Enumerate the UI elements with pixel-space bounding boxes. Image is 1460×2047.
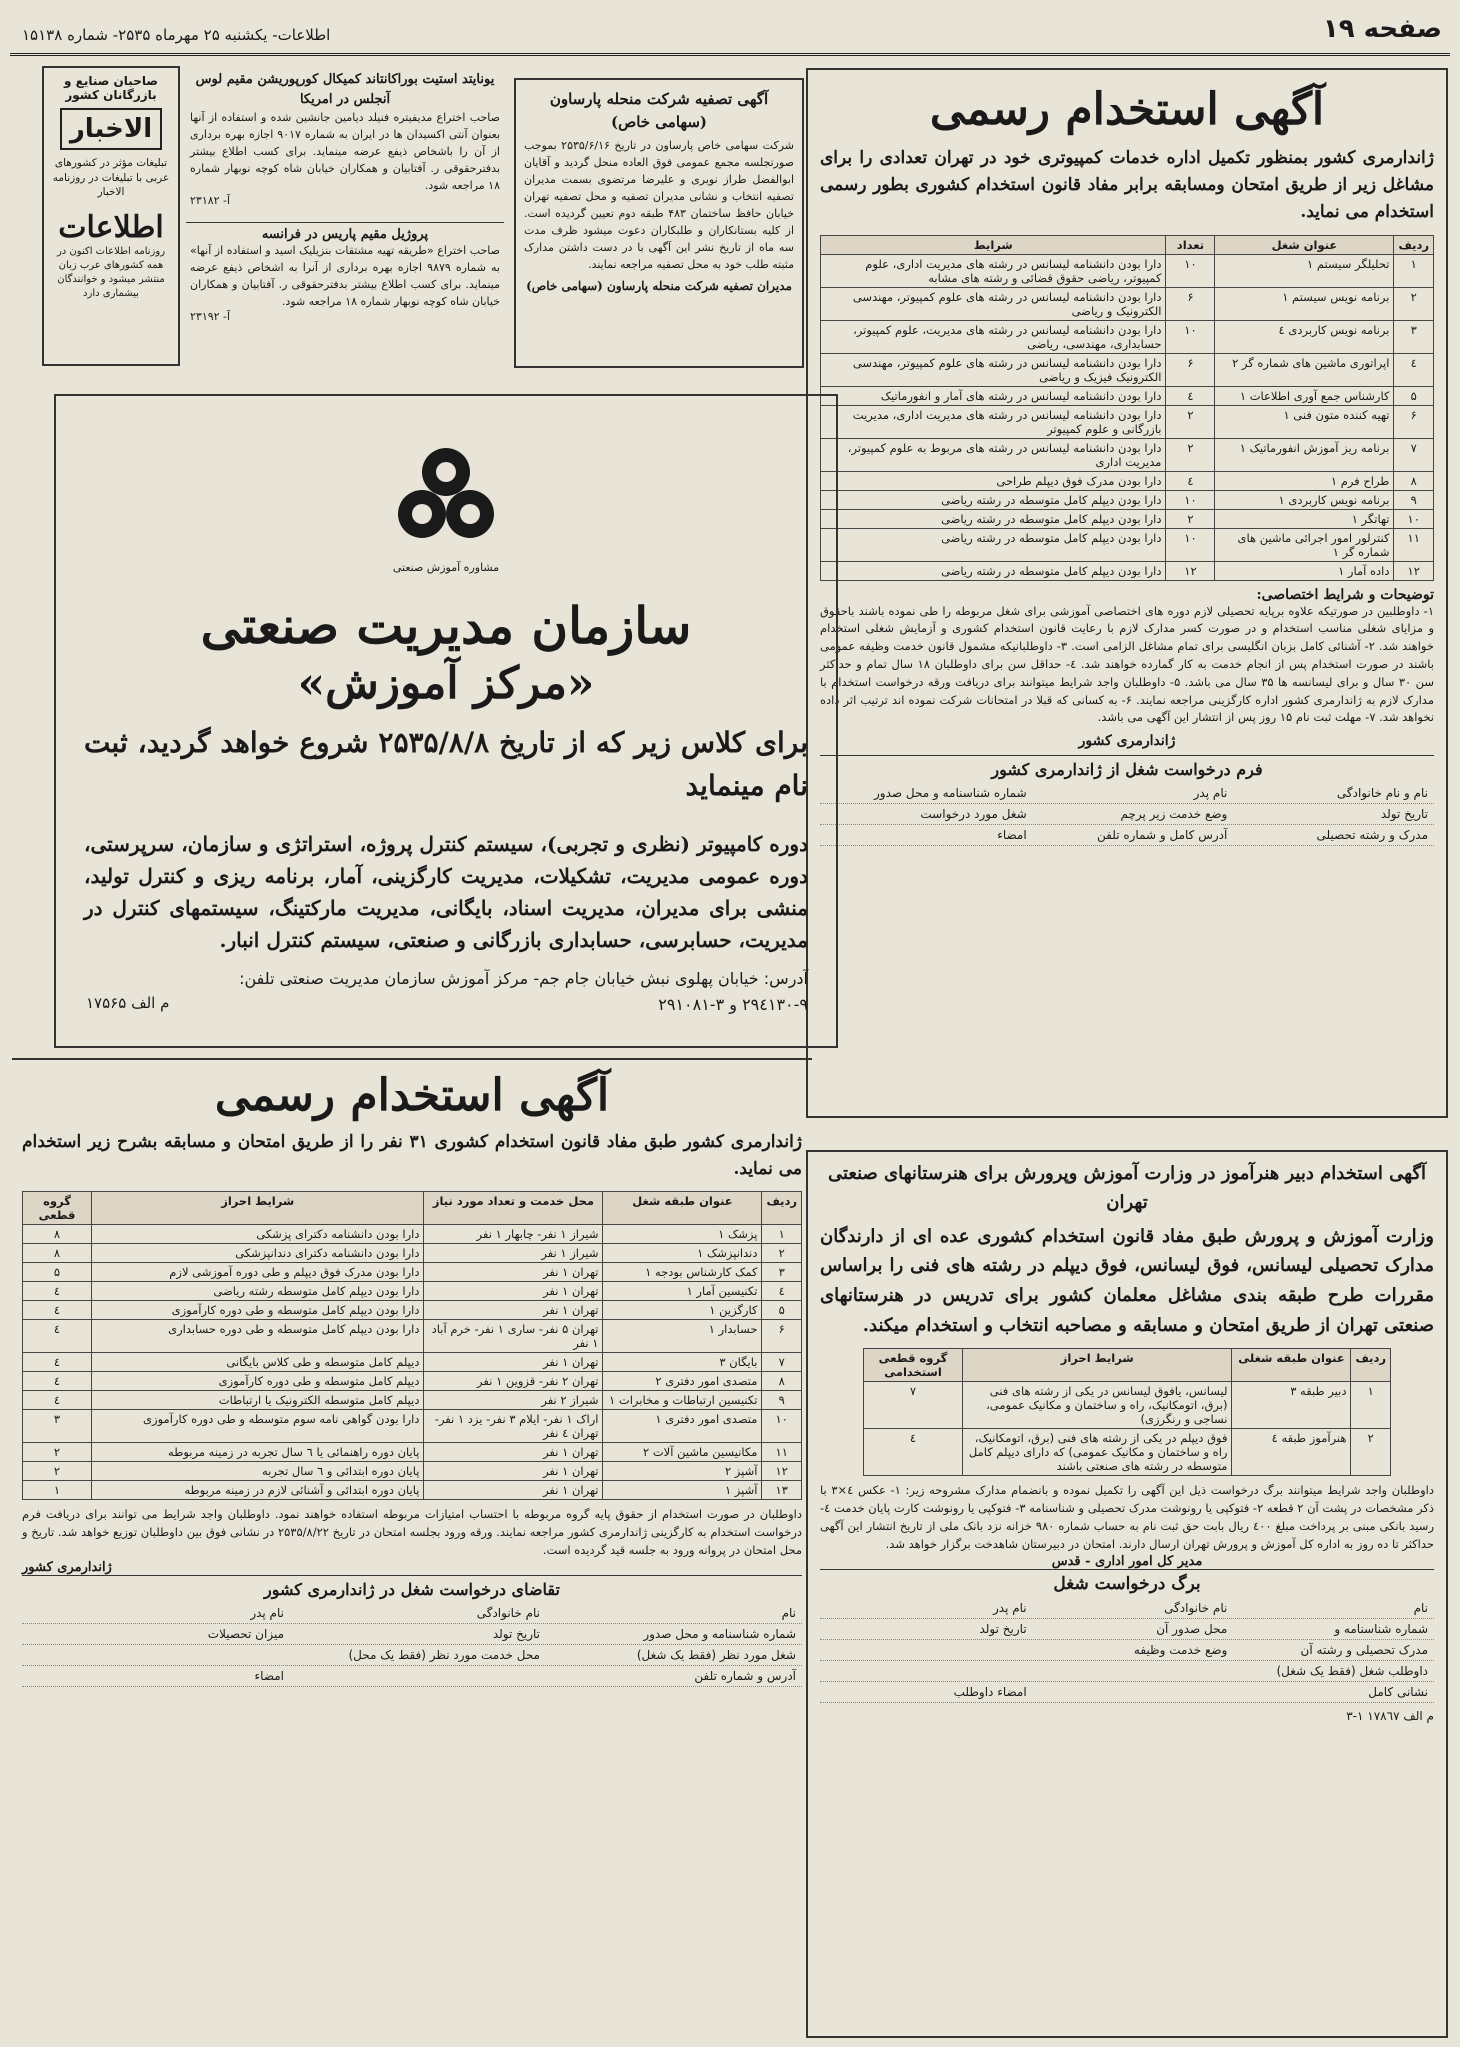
ad7-th-group: گروه قطعی استخدامی bbox=[863, 1349, 962, 1382]
table-cell: ٤ bbox=[1166, 386, 1215, 405]
table-cell: پایان دوره ابتدائی و ٦ سال تجربه bbox=[92, 1462, 424, 1481]
ad5-courses: دوره کامپیوتر (نظری و تجربی)، سیستم کنترل پروژه، استراتژی و سازمان، سرپرستی، دوره عمومی مدیریت، تشکیلات، مدیریت کارگزینی، آمار، برنامه ریزی و کنترل تولید، منشی برای مدیران، مدیریت اسناد، بایگانی، مدیریت مارکتینگ، سیستمهای کنترل در مدیریت، حسابرسی، حسابداری بازرگانی و صنعتی، سیستم کنترل انبار. bbox=[84, 832, 809, 952]
table-cell: ۵ bbox=[1394, 386, 1434, 405]
table-cell: ۲ bbox=[762, 1244, 802, 1263]
table-row bbox=[23, 1282, 802, 1301]
table-row bbox=[821, 471, 1434, 490]
form-field-label: مدرک تحصیلی و رشته آن bbox=[1300, 1642, 1428, 1657]
patent-ad-france bbox=[186, 222, 504, 372]
ad5-code: م الف ۱۷۵۶۵ bbox=[86, 994, 170, 1012]
table-cell: ۱۰ bbox=[1166, 254, 1215, 287]
table-cell: ۱ bbox=[23, 1481, 92, 1500]
ad7-code: م الف ۱۷۸٦۷ ۱-۳ bbox=[1346, 1708, 1434, 1723]
promo-bottom: روزنامه اطلاعات اکنون در همه کشورهای عرب زبان منتشر میشود و خوانندگان بیشماری دارد bbox=[56, 246, 166, 300]
table-cell: ٤ bbox=[1166, 471, 1215, 490]
table-cell: ۵ bbox=[762, 1301, 802, 1320]
ad7-form bbox=[820, 1598, 1434, 1703]
promo-brand: اطلاعات bbox=[58, 210, 164, 246]
ad7-form-title: برگ درخواست شغل bbox=[820, 1569, 1434, 1594]
ad4-code: آ- ۲۳۱۹۲ bbox=[190, 310, 231, 324]
form-field-label: وضع خدمت زیر پرچم bbox=[1120, 807, 1228, 822]
form-field-label: نام خانوادگی bbox=[1164, 1600, 1228, 1615]
table-row bbox=[23, 1391, 802, 1410]
table-cell: کمک کارشناس بودجه ۱ bbox=[603, 1263, 762, 1282]
ad6-table-body bbox=[23, 1225, 802, 1500]
ad6-th-title: عنوان طبقه شغل bbox=[603, 1192, 762, 1225]
table-cell: ۹ bbox=[1394, 490, 1434, 509]
table-row bbox=[23, 1410, 802, 1443]
form-field-label: نام پدر bbox=[992, 1600, 1027, 1615]
ad6-th-row: ردیف bbox=[762, 1192, 802, 1225]
table-cell: ۱۲ bbox=[1394, 561, 1434, 580]
table-cell: ۲ bbox=[1166, 438, 1215, 471]
form-field-label: نام bbox=[781, 1605, 796, 1620]
table-cell: تهران ۵ نفر- ساری ۱ نفر- خرم آباد ۱ نفر bbox=[424, 1320, 603, 1353]
form-field-label: تاریخ تولد bbox=[492, 1626, 540, 1641]
form-field-label: آدرس و شماره تلفن bbox=[694, 1668, 796, 1683]
form-row bbox=[22, 1603, 802, 1624]
ad6-notes: داوطلبان در صورت استخدام از حقوق پایه گروه مربوطه با احتساب امتیازات مربوطه استفاده خواهند نمود. داوطلبان واجد شرایط می توانند برای دریافت فرم درخواست استخدام به کارگزینی ژاندارمری کشور مراجعه نمایند. ورقه ورود بجلسه امتحان در تاریخ ۲۵۳۵/۸/۲۲ در نشانی فوق بین داوطلبان توزیع خواهد شد. تاریخ و محل امتحان در پروانه ورود به جلسه قید گردیده است. bbox=[22, 1507, 802, 1557]
table-cell: دارا بودن دیپلم کامل متوسطه در رشته ریاضی bbox=[821, 561, 1166, 580]
table-cell: ۲ bbox=[1166, 509, 1215, 528]
table-cell: مکانیسین ماشین آلات ۲ bbox=[603, 1443, 762, 1462]
table-cell: دیپلم کامل متوسطه و طی کلاس بایگانی bbox=[92, 1353, 424, 1372]
form-field-label: شماره شناسنامه و bbox=[1334, 1621, 1428, 1636]
table-cell: دارا بودن دانشنامه دکترای دندانپزشکی bbox=[92, 1244, 424, 1263]
table-cell: پایان دوره ابتدائی و آشنائی لازم در زمینه مربوطه bbox=[92, 1481, 424, 1500]
table-cell: تهران ۲ نفر- قزوین ۱ نفر bbox=[424, 1372, 603, 1391]
liquidation-ad bbox=[514, 78, 804, 368]
ad7-th-title: عنوان طبقه شغلی bbox=[1232, 1349, 1351, 1382]
form-row bbox=[820, 804, 1434, 825]
table-cell: دارا بودن دیپلم کامل متوسطه در رشته ریاضی bbox=[821, 490, 1166, 509]
form-field-label: آدرس کامل و شماره تلفن bbox=[1097, 828, 1228, 843]
table-cell: آشپز ۲ bbox=[603, 1462, 762, 1481]
form-row bbox=[820, 1682, 1434, 1703]
ad6-intro: ژاندارمری کشور طبق مفاد قانون استخدام کشوری ۳۱ نفر را از طریق امتحان و مسابقه بشرح زیر استخدام می نماید. bbox=[22, 1132, 802, 1180]
ad1-intro: ژاندارمری کشور بمنظور تکمیل اداره خدمات کمپیوتری خود در تهران تعدادی را برای مشاغل زیر از طریق امتحان ومسابقه برابر مفاد قانون استخدام کشوری بطور رسمی استخدام می نماید. bbox=[820, 148, 1434, 223]
table-cell: برنامه ریز آموزش انفورماتیک ۱ bbox=[1215, 438, 1394, 471]
table-cell: برنامه نویس کاربردی ٤ bbox=[1215, 320, 1394, 353]
form-field-label: مدرک و رشته تحصیلی bbox=[1316, 828, 1428, 843]
table-cell: تهران ۱ نفر bbox=[424, 1263, 603, 1282]
table-cell: دیپلم کامل متوسطه الکترونیک یا ارتباطات bbox=[92, 1391, 424, 1410]
table-row bbox=[821, 528, 1434, 561]
form-field-label bbox=[1027, 1664, 1228, 1678]
table-cell: ۶ bbox=[762, 1320, 802, 1353]
table-cell: ۱۰ bbox=[1166, 490, 1215, 509]
table-cell: متصدی امور دفتری ۲ bbox=[603, 1372, 762, 1391]
ad7-th-row: ردیف bbox=[1351, 1349, 1391, 1382]
ad4-title: پروژیل مقیم پاریس در فرانسه bbox=[261, 227, 429, 242]
table-row bbox=[821, 490, 1434, 509]
table-cell: ۲ bbox=[1394, 287, 1434, 320]
form-field-label: تاریخ تولد bbox=[979, 1621, 1027, 1636]
ad5-address: آدرس: خیابان پهلوی نبش خیابان جام جم- مرکز آموزش سازمان مدیریت صنعتی تلفن: ۹-۲۹٤۱۳۰ و ۳-۲۹۱۰۸۱ bbox=[239, 969, 808, 1014]
table-cell: ٤ bbox=[23, 1320, 92, 1353]
table-cell: برنامه نویس کاربردی ۱ bbox=[1215, 490, 1394, 509]
form-field-label: شماره شناسنامه و محل صدور bbox=[643, 1626, 796, 1641]
form-row bbox=[820, 1598, 1434, 1619]
ad1-th-title: عنوان شغل bbox=[1215, 235, 1394, 254]
table-row bbox=[23, 1372, 802, 1391]
table-cell: ۱۰ bbox=[1394, 509, 1434, 528]
ad7-th-cond: شرایط احراز bbox=[962, 1349, 1231, 1382]
ad3-body: صاحب اختراع مدیفیتره فنیلد دیامین جانشین شده و استفاده از آنها بعنوان آنتی اکسیدان ها در ایران به شماره ۹۰۱۷ اجازه بهره برداری از آن را باشخاص ذیفع عرضه مینماید. برای کسب اطلاع بیشتر بدفترحقوقی ر. آفتابیان و همکاران خیابان شاه کوچه نوبهار شماره ۱۸ مراجعه شود. bbox=[190, 111, 501, 193]
ad1-notes: ۱- داوطلبین در صورتیکه علاوه برپایه تحصیلی لازم دوره های اختصاصی آموزشی برای شغل مربوطه را طی نموده باشند باحقوق و مزایای شغلی مناسب استخدام و در صورت کسر مدارک لازم با رعایت قانون استخدام کشوری و آزمایش شغلی استخدام خواهند شد. ۲- آشنائی کامل بزبان انگلیسی برای تمام مشاغل الزامی است. ۳- داوطلبانیکه مشمول قانون خدمت وظیفه عمومی باشند در صورت استخدام پس از انجام خدمت به کار گمارده خواهند شد. ٤- حداقل سن برای داوطلبان ۱۸ سال تمام و حداکثر سن ۳۰ سال و برای لیسانسه ها ۳۵ سال می باشد. ۵- داوطلبان واجد شرایط میتوانند برای دریافت ورقه درخواست استخدام با مدارک لازم به ژاندارمری کشور اداره کارگزینی مراجعه نمایند. ۶- به کسانی که قبلا در امتحانات شرکت نموده اند ترتیب اثر داده نخواهد شد. ۷- مهلت ثبت نام ۱۵ روز پس از انتشار این آگهی می باشد. bbox=[820, 603, 1434, 725]
form-row bbox=[820, 1661, 1434, 1682]
form-row bbox=[820, 1619, 1434, 1640]
table-cell: تکنیسین ارتباطات و مخابرات ۱ bbox=[603, 1391, 762, 1410]
ad1-th-row: ردیف bbox=[1394, 235, 1434, 254]
table-cell: هنرآموز طبقه ٤ bbox=[1232, 1429, 1351, 1476]
table-cell: ۵ bbox=[23, 1263, 92, 1282]
table-cell: آشپز ۱ bbox=[603, 1481, 762, 1500]
table-row bbox=[23, 1353, 802, 1372]
table-row bbox=[821, 509, 1434, 528]
employment-ad-computer bbox=[806, 68, 1448, 1118]
table-row bbox=[23, 1301, 802, 1320]
table-row bbox=[821, 353, 1434, 386]
form-row bbox=[820, 783, 1434, 804]
table-row bbox=[821, 287, 1434, 320]
promo-mid: تبلیغات مؤثر در کشورهای عربی با تبلیغات در روزنامه الاخبار bbox=[52, 157, 170, 199]
table-cell: ٤ bbox=[762, 1282, 802, 1301]
form-field-label bbox=[1027, 1685, 1228, 1699]
table-row bbox=[23, 1462, 802, 1481]
form-field-label: شغل مورد درخواست bbox=[920, 807, 1027, 822]
table-cell: ٤ bbox=[23, 1301, 92, 1320]
table-cell: ٤ bbox=[1394, 353, 1434, 386]
table-cell: ۱ bbox=[762, 1225, 802, 1244]
table-cell: ۳ bbox=[23, 1410, 92, 1443]
table-cell: دارا بودن دانشنامه دکترای پزشکی bbox=[92, 1225, 424, 1244]
ad1-notes-title: توضیحات و شرایط اختصاصی: bbox=[1256, 586, 1434, 603]
table-cell: اراک ۱ نفر- ایلام ۳ نفر- یزد ۱ نفر- تهران ٤ نفر bbox=[424, 1410, 603, 1443]
table-cell: ۷ bbox=[762, 1353, 802, 1372]
table-cell: ۲ bbox=[23, 1462, 92, 1481]
ad4-body: صاحب اختراع «طریقه تهیه مشتقات بنزیلیک اسید و استفاده از آنها» به شماره ۹۸۷۹ اجازه بهره برداری از آنرا به اشخاص ذیفع عرضه مینماید. برای کسب اطلاع بیشتر بدفترحقوقی ر. آفتابیان و همکاران خیابان شاه کوچه نوبهار شماره ۱۸ مراجعه شود. bbox=[190, 244, 500, 309]
form-field-label: نشانی کامل bbox=[1368, 1684, 1428, 1699]
ad3-title: یونایتد استیت بوراکانتاند کمیکال کورپوریشن مقیم لوس آنجلس در امریکا bbox=[195, 72, 495, 107]
table-cell: شیراز ۱ نفر- چابهار ۱ نفر bbox=[424, 1225, 603, 1244]
table-cell: دارا بودن دانشنامه لیسانس در رشته های مدیریت اداری، مدیریت بازرگانی و علوم کمپیوتر bbox=[821, 405, 1166, 438]
table-cell: ۱۲ bbox=[762, 1462, 802, 1481]
ad5-center: «مرکز آموزش» bbox=[297, 658, 595, 709]
table-cell: ۸ bbox=[762, 1372, 802, 1391]
table-cell: متصدی امور دفتری ۱ bbox=[603, 1410, 762, 1443]
table-cell: ۳ bbox=[762, 1263, 802, 1282]
training-center-ad bbox=[54, 394, 838, 1048]
ad6-title: آگهی استخدام رسمی bbox=[214, 1070, 610, 1121]
table-cell: تهران ۱ نفر bbox=[424, 1301, 603, 1320]
ad5-logo-caption: مشاوره آموزش صنعتی bbox=[392, 561, 500, 574]
dateline: اطلاعات- یکشنبه ۲۵ مهرماه ۲۵۳۵- شماره ۱۵۱۳۸ bbox=[22, 26, 331, 44]
table-cell: ۲ bbox=[1351, 1429, 1391, 1476]
ad7-signature: مدیر کل امور اداری - قدس bbox=[1051, 1553, 1203, 1569]
table-cell: تهران ۱ نفر bbox=[424, 1481, 603, 1500]
ad7-intro: وزارت آموزش و پرورش طبق مفاد قانون استخدام کشوری عده ای از دارندگان مدارک تحصیلی لیسانس، فوق لیسانس، فوق دیپلم در رشته های فنی را براساس مقررات طرح طبقه بندی مشاغل معلمان کشور برای تدریس در هنرستانهای صنعتی تهران از طریق امتحان و مسابقه و مصاحبه انتخاب و استخدام میکند. bbox=[820, 1225, 1434, 1336]
ad6-form bbox=[22, 1603, 802, 1687]
form-field-label: محل صدور آن bbox=[1156, 1621, 1228, 1636]
table-cell: ۱ bbox=[1351, 1382, 1391, 1429]
table-cell: تهران ۱ نفر bbox=[424, 1443, 603, 1462]
ad7-table-body bbox=[863, 1382, 1390, 1476]
table-cell: دارا بودن دیپلم کامل متوسطه و طی دوره کارآموزی bbox=[92, 1301, 424, 1320]
ad6-signature: ژاندارمری کشور bbox=[22, 1559, 112, 1575]
table-cell: ۲ bbox=[1166, 405, 1215, 438]
table-cell: دارا بودن دانشنامه لیسانس در رشته های مدیریت اداری، علوم کمپیوتر، ریاضی حقوق قضائی و رشته های مشابه bbox=[821, 254, 1166, 287]
table-cell: تهیه کننده متون فنی ۱ bbox=[1215, 405, 1394, 438]
form-row bbox=[820, 825, 1434, 846]
form-field-label: نام bbox=[1413, 1600, 1428, 1615]
form-field-label: امضاء داوطلب bbox=[953, 1684, 1027, 1699]
table-cell: دارا بودن دیپلم کامل متوسطه در رشته ریاضی bbox=[821, 509, 1166, 528]
table-cell: ۶ bbox=[1166, 287, 1215, 320]
table-cell: ۱۰ bbox=[1166, 528, 1215, 561]
table-row bbox=[821, 561, 1434, 580]
form-field-label: شماره شناسنامه و محل صدور bbox=[874, 786, 1027, 801]
table-cell: حسابدار ۱ bbox=[603, 1320, 762, 1353]
table-cell: ۸ bbox=[1394, 471, 1434, 490]
ad5-org: سازمان مدیریت صنعتی bbox=[200, 596, 692, 655]
table-cell: تکنیسین آمار ۱ bbox=[603, 1282, 762, 1301]
table-cell: دارا بودن مدرک فوق دیپلم و طی دوره آموزشی لازم bbox=[92, 1263, 424, 1282]
table-cell: دارا بودن دانشنامه لیسانس در رشته های آمار و انفورماتیک bbox=[821, 386, 1166, 405]
table-cell: لیسانس، یافوق لیسانس در یکی از رشته های فنی (برق، اتومکانیک، راه و ساختمان و مکانیک عمومی، نساجی و رنگرزی) bbox=[962, 1382, 1231, 1429]
table-cell: دندانپزشک ۱ bbox=[603, 1244, 762, 1263]
table-cell: ٤ bbox=[23, 1391, 92, 1410]
table-cell: کارشناس جمع آوری اطلاعات ۱ bbox=[1215, 386, 1394, 405]
form-field-label: شغل مورد نظر (فقط یک شغل) bbox=[636, 1647, 796, 1662]
form-field-label: امضاء bbox=[997, 828, 1027, 843]
table-cell: دارا بودن دانشنامه لیسانس در رشته های مدیریت، علوم کمپیوتر، حسابداری، مهندسی، ریاضی bbox=[821, 320, 1166, 353]
table-row bbox=[23, 1443, 802, 1462]
form-field-label: محل خدمت مورد نظر (فقط یک محل) bbox=[348, 1647, 540, 1662]
table-cell: دارا بودن دیپلم کامل متوسطه و طی دوره حسابداری bbox=[92, 1320, 424, 1353]
table-row bbox=[821, 254, 1434, 287]
table-cell: ۱۲ bbox=[1166, 561, 1215, 580]
ad1-th-count: تعداد bbox=[1166, 235, 1215, 254]
ad1-table bbox=[820, 235, 1434, 581]
table-cell: فوق دیپلم در یکی از رشته های فنی (برق، اتومکانیک، راه و ساختمان و مکانیک عمومی) که دارای دیپلم کامل متوسطه در رشته های صنعتی باشند bbox=[962, 1429, 1231, 1476]
table-cell: ٤ bbox=[863, 1429, 962, 1476]
table-row bbox=[821, 438, 1434, 471]
form-field-label: نام پدر bbox=[250, 1605, 284, 1620]
table-cell: ۱۱ bbox=[1394, 528, 1434, 561]
table-cell: پزشک ۱ bbox=[603, 1225, 762, 1244]
table-cell: شیراز ۲ نفر bbox=[424, 1391, 603, 1410]
ad2-signature: مدیران تصفیه شرکت منحله پارساون (سهامی خاص) bbox=[526, 279, 792, 294]
form-field-label: نام پدر bbox=[1193, 786, 1228, 801]
table-cell: بایگان ۳ bbox=[603, 1353, 762, 1372]
ad6-th-group: گروه قطعی bbox=[23, 1192, 92, 1225]
employment-ad-teachers bbox=[806, 1150, 1448, 2038]
ad3-code: آ- ۲۳۱۸۲ bbox=[190, 194, 231, 208]
form-field-label bbox=[284, 1669, 540, 1683]
table-cell: ۶ bbox=[1166, 353, 1215, 386]
table-cell: دارا بودن دیپلم کامل متوسطه در رشته ریاضی bbox=[821, 528, 1166, 561]
form-field-label: نام خانوادگی bbox=[476, 1605, 540, 1620]
table-cell: دبیر طبقه ۳ bbox=[1232, 1382, 1351, 1429]
table-cell: تهاتگر ۱ bbox=[1215, 509, 1394, 528]
table-row bbox=[863, 1382, 1390, 1429]
table-cell: ۱۰ bbox=[1166, 320, 1215, 353]
table-row bbox=[821, 320, 1434, 353]
table-cell: ۱۳ bbox=[762, 1481, 802, 1500]
form-field-label: داوطلب شغل (فقط یک شغل) bbox=[1276, 1663, 1428, 1678]
table-cell: کنترلور امور اجرائی ماشین های شماره گر ۱ bbox=[1215, 528, 1394, 561]
ad6-th-place: محل خدمت و تعداد مورد نیاز bbox=[424, 1192, 603, 1225]
form-field-label: تاریخ تولد bbox=[1380, 807, 1428, 822]
table-cell: ٤ bbox=[23, 1353, 92, 1372]
table-row bbox=[863, 1429, 1390, 1476]
table-cell: ۷ bbox=[1394, 438, 1434, 471]
ad6-table bbox=[22, 1191, 802, 1500]
table-cell: شیراز ۱ نفر bbox=[424, 1244, 603, 1263]
table-cell: تهران ۱ نفر bbox=[424, 1462, 603, 1481]
ad6-th-cond: شرایط احراز bbox=[92, 1192, 424, 1225]
table-cell: ۱ bbox=[1394, 254, 1434, 287]
ad1-signature: ژاندارمری کشور bbox=[1078, 733, 1176, 750]
ad2-title: آگهی تصفیه شرکت منحله پارساون (سهامی خاص) bbox=[549, 90, 769, 131]
table-cell: دارا بودن دیپلم کامل متوسطه رشته ریاضی bbox=[92, 1282, 424, 1301]
form-field-label: وضع خدمت وظیفه bbox=[1133, 1642, 1228, 1657]
table-cell: پایان دوره راهنمائی یا ٦ سال تجربه در زمینه مربوطه bbox=[92, 1443, 424, 1462]
ad1-th-cond: شرایط bbox=[821, 235, 1166, 254]
table-cell: دارا بودن مدرک فوق دیپلم طراحی bbox=[821, 471, 1166, 490]
table-cell: دارا بودن دانشنامه لیسانس در رشته های علوم کمپیوتر، مهندسی الکترونیک فیزیک و ریاضی bbox=[821, 353, 1166, 386]
table-row bbox=[23, 1244, 802, 1263]
table-cell: دارا بودن دانشنامه لیسانس در رشته های مربوط به علوم کمپیوتر، مدیریت اداری bbox=[821, 438, 1166, 471]
table-cell: دیپلم کامل متوسطه و طی دوره کارآموزی bbox=[92, 1372, 424, 1391]
table-cell: ۹ bbox=[762, 1391, 802, 1410]
ad2-body: شرکت سهامی خاص پارساون در تاریخ ۲۵۳۵/۶/۱۶ بموجب صورتجلسه مجمع عمومی فوق العاده منحل گردید و آقایان ابوالفضل طراز نوبری و علیرضا مرتضوی بسمت مدیران تصفیه انتخاب و نشانی مدیران تصفیه و محل تصفیه تهران خیابان حافظ ساختمان ۴۸۳ طبقه دوم تعیین گردیده است. از کلیه بستانکاران و طلبکاران دعوت میشود ظرف مدت سه ماه از تاریخ نشر این آگهی با در دست داشتن مدارک مثبته طلب خود به محل تصفیه مراجعه نمایند. bbox=[524, 139, 795, 272]
ettelaat-promo bbox=[42, 66, 180, 366]
form-field-label: نام و نام خانوادگی bbox=[1336, 786, 1428, 801]
ad7-notes: داوطلبان واجد شرایط میتوانند برگ درخواست ذیل این آگهی را تکمیل نموده و بانضمام مدارک مشروحه زیر: ۱- عکس ٤×۳ با ذکر مشخصات در پشت آن ۲ قطعه ۲- فتوکپی یا رونوشت مدرک تحصیلی و شناسنامه ۳- فتوکپی یا رونوشت کارت پایان خدمت ٤- رسید بانکی مبنی بر پرداخت مبلغ ٤۰۰ ریال بابت حق ثبت نام به حساب شماره ۹۸۰ خزانه نزد بانک ملی از تاریخ انتشار این آگهی حداکثر تا ده روز به اداره کل آموزش و پرورش تهران ارسال دارند. امتحان در دبیرستان شاهدخت برگزار خواهد شد. bbox=[820, 1483, 1434, 1551]
table-row bbox=[23, 1320, 802, 1353]
page-number: صفحه ۱۹ bbox=[1322, 14, 1442, 44]
page-header bbox=[10, 10, 1450, 56]
ad1-title: آگهی استخدام رسمی bbox=[929, 84, 1325, 135]
form-field-label bbox=[826, 1643, 1027, 1657]
ad1-table-body bbox=[821, 254, 1434, 580]
table-cell: ۷ bbox=[863, 1382, 962, 1429]
patent-ad-usa bbox=[186, 66, 504, 216]
table-cell: ۳ bbox=[1394, 320, 1434, 353]
table-cell: تحلیلگر سیستم ۱ bbox=[1215, 254, 1394, 287]
table-cell: ۲ bbox=[23, 1443, 92, 1462]
table-cell: تهران ۱ نفر bbox=[424, 1282, 603, 1301]
ad6-form-title: تقاضای درخواست شغل در ژاندارمری کشور bbox=[22, 1575, 802, 1599]
table-cell: تهران ۱ نفر bbox=[424, 1353, 603, 1372]
ad7-title: آگهی استخدام دبیر هنرآموز در وزارت آموزش وپرورش برای هنرستانهای صنعتی تهران bbox=[827, 1163, 1427, 1213]
table-cell: ۶ bbox=[1394, 405, 1434, 438]
form-row bbox=[820, 1640, 1434, 1661]
table-cell: ۱۱ bbox=[762, 1443, 802, 1462]
ad5-headline: برای کلاس زیر که از تاریخ ۲۵۳۵/۸/۸ شروع خواهد گردید، ثبت نام مینماید bbox=[84, 726, 808, 803]
promo-logo: الاخبار bbox=[60, 108, 162, 150]
table-cell: طراح فرم ۱ bbox=[1215, 471, 1394, 490]
table-cell: ۸ bbox=[23, 1244, 92, 1263]
table-cell: دارا بودن گواهی نامه سوم متوسطه و طی دوره کارآموزی bbox=[92, 1410, 424, 1443]
promo-top: صاحبان صنایع و بازرگانان کشور bbox=[64, 74, 158, 102]
table-cell: کارگزین ۱ bbox=[603, 1301, 762, 1320]
ad7-table bbox=[863, 1348, 1391, 1476]
table-cell: برنامه نویس سیستم ۱ bbox=[1215, 287, 1394, 320]
table-cell: داده آمار ۱ bbox=[1215, 561, 1394, 580]
ad1-form bbox=[820, 783, 1434, 846]
table-cell: ۱۰ bbox=[762, 1410, 802, 1443]
table-row bbox=[821, 405, 1434, 438]
table-row bbox=[23, 1481, 802, 1500]
table-row bbox=[821, 386, 1434, 405]
employment-ad-31 bbox=[12, 1058, 812, 2038]
table-cell: ٤ bbox=[23, 1372, 92, 1391]
form-row bbox=[22, 1645, 802, 1666]
table-cell: اپراتوری ماشین های شماره گر ۲ bbox=[1215, 353, 1394, 386]
table-cell: ٤ bbox=[23, 1282, 92, 1301]
form-row bbox=[22, 1666, 802, 1687]
ad5-logo-icon bbox=[386, 436, 506, 556]
table-row bbox=[23, 1225, 802, 1244]
form-field-label: امضاء bbox=[254, 1668, 284, 1683]
table-cell: ۸ bbox=[23, 1225, 92, 1244]
form-field-label: میزان تحصیلات bbox=[207, 1626, 284, 1641]
table-row bbox=[23, 1263, 802, 1282]
form-field-label bbox=[28, 1648, 284, 1662]
ad1-form-title: فرم درخواست شغل از ژاندارمری کشور bbox=[820, 755, 1434, 779]
form-row bbox=[22, 1624, 802, 1645]
table-cell: دارا بودن دانشنامه لیسانس در رشته های علوم کمپیوتر، مهندسی الکترونیک و ریاضی bbox=[821, 287, 1166, 320]
form-field-label bbox=[826, 1664, 1027, 1678]
